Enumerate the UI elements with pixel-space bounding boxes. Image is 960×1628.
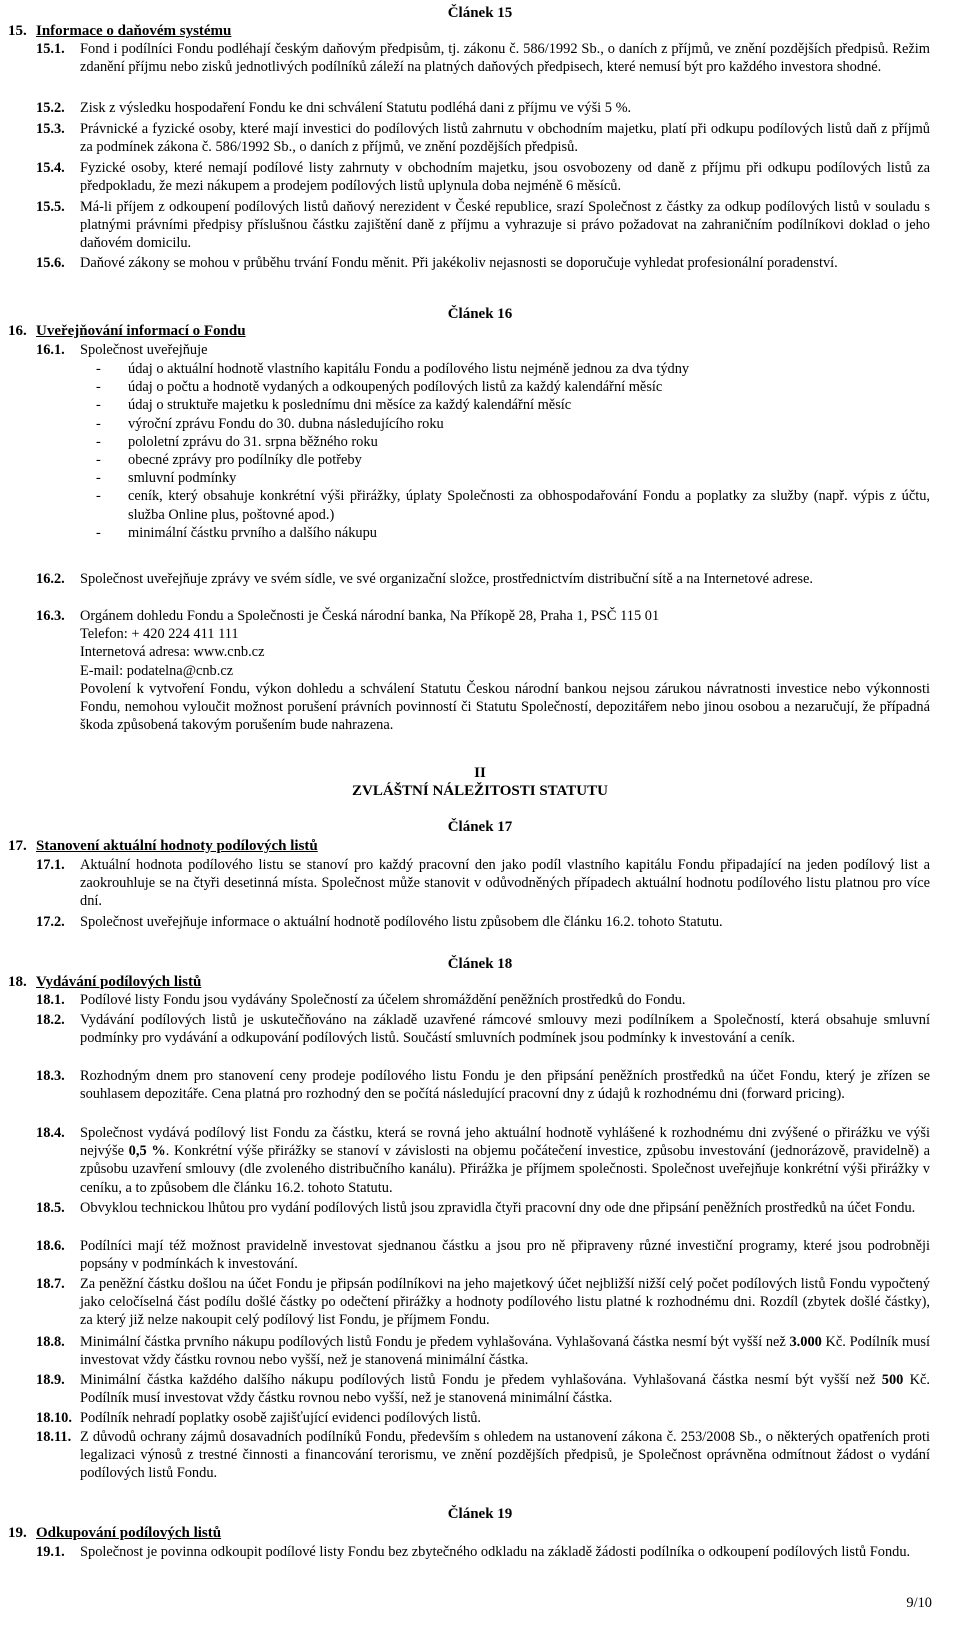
page-number: 9/10 [906,1595,932,1611]
clause-18-1 [36,991,930,1009]
list-item: - výroční zprávu Fondu do 30. dubna následujícího roku [96,415,444,432]
section-number: 19. [8,1525,27,1541]
list-item: - obecné zprávy pro podílníky dle potřeby [96,452,362,469]
clause-16-2 [36,570,930,588]
regulator-email: E-mail: podatelna@cnb.cz [80,662,234,679]
clause-15-2 [36,99,930,117]
article-19-heading: Článek 19 [447,1506,513,1522]
clause-15-1 [36,40,930,76]
section-number: 18. [8,974,27,990]
section-title-text: Stanovení aktuální hodnoty podílových listů [36,838,318,854]
clause-number: 18.7. [36,1276,65,1292]
list-item: - údaj o struktuře majetku k poslednímu dni měsíce za každý kalendářní měsíc [96,397,572,414]
section-number: 15. [8,23,27,39]
list-item: - pololetní zprávu do 31. srpna běžného roku [96,433,378,450]
clause-text: Společnost je povinna odkoupit podílové listy Fondu bez zbytečného odkladu na základě žádosti podílníka o odkoupení podílových listů Fondu. [80,1544,911,1560]
clause-18-5 [36,1199,930,1217]
clause-text: Společnost uveřejňuje informace o aktuální hodnotě podílového listu způsobem dle článku 16.2. tohoto Statutu. [80,914,723,930]
clause-number: 18.4. [36,1125,65,1141]
clause-text: Z důvodů ochrany zájmů dosavadních podílníků Fondu, především s ohledem na ustanovení zákona č. 253/2008 Sb., o některých opatřeních proti legalizaci výnosů z trestné činnosti a financování terorismu, ve znění pozdějších předpisů, je Společnost oprávněna odmítnout žádost o vydání podílových listů Fondu. [80,1429,930,1482]
list-item: - údaj o počtu a hodnotě vydaných a odkoupených podílových listů za každý kalendářní měsíc [96,379,663,396]
clause-number: 17.2. [36,914,65,930]
clause-number: 18.3. [36,1068,65,1084]
clause-18-8 [36,1333,930,1369]
clause-number: 18.8. [36,1334,65,1350]
next-purchase-max-value: 500 [881,1372,904,1388]
clause-text: Za peněžní částku došlou na účet Fondu je připsán podílníkovi na jeho majetkový účet nejbližší nižší celý počet podílových listů Fondu vypočtený jako celočíselná část podílu došlé částky po odečtení přirážky a hodnoty podílového listu platné k rozhodnému dni. Rozdíl (zbytek došlé částky), za který již nelze nakoupit celý podílový list Fondu, je příjmem Fondu. [80,1276,930,1329]
list-item: - smluvní podmínky [96,470,237,487]
clause-text: Minimální částka prvního nákupu podílových listů Fondu je předem vyhlašována. Vyhlašovaná částka nesmí být vyšší než 3.000 Kč. Podílník musí investovat vždy částku rovnou nebo vyšší, než je stanovená minimální částka. [80,1334,931,1369]
section-18-title [8,973,201,991]
clause-number: 15.2. [36,100,65,116]
regulator-website: Internetová adresa: www.cnb.cz [80,644,265,661]
clause-18-6 [36,1237,930,1273]
clause-19-1 [36,1543,930,1561]
section-title-text: Vydávání podílových listů [36,974,202,990]
clause-text: Obvyklou technickou lhůtou pro vydání podílových listů jsou zpravidla čtyři pracovní dny ode dne připsání peněžních prostředků na účet Fondu. [80,1200,916,1216]
clause-number: 18.9. [36,1372,65,1388]
clause-16-3 [36,607,930,734]
list-item: - minimální částku prvního a dalšího nákupu [96,524,377,541]
clause-text: Právnické a fyzické osoby, které mají investici do podílových listů zahrnutu v obchodním majetku, platí při odkupu podílových listů daň z příjmů za podmínek zákona č. 586/1992 Sb., o daních z příjmů, ve znění pozdějších předpisů. [80,121,930,156]
clause-text: Minimální částka každého dalšího nákupu podílových listů Fondu je předem vyhlašována. Vyhlašovaná částka nesmí být vyšší než 500 Kč. Podílník musí investovat vždy částku rovnou nebo vyšší, než je stanovená minimální částka. [80,1372,930,1407]
clause-text: Společnost vydává podílový list Fondu za částku, která se rovná jeho aktuální hodnotě vyhlášené k rozhodnému dni zvýšené o přirážku ve výši nejvýše 0,5 %. Konkrétní výše přirážky se stanoví v závislosti na objemu počátečení investice, způsobu investování (jednorázově, pravidelně) a způsobu uzavření smlouvy (dle zvoleného distribučního kanálu). Přirážka je příjmem společnosti. Společnost uveřejňuje konkrétní výši přirážky v ceníku, a to způsobem dle článku 16.2. tohoto Statutu. [80,1125,931,1196]
clause-number: 15.5. [36,199,65,215]
clause-number: 19.1. [36,1544,65,1560]
clause-16-1 [36,341,930,359]
clause-number: 16.2. [36,571,65,587]
clause-text: Fond i podílníci Fondu podléhají českým daňovým předpisům, tj. zákonu č. 586/1992 Sb., o daních z příjmů, ve znění pozdějších předpisů. Režim zdanění příjmu nebo zisků jednotlivých podílníků záleží na platných daňových předpisech, které nemusí být pro každého investora shodné. [80,41,930,76]
clause-18-7 [36,1275,930,1330]
clause-number: 18.10. [36,1410,72,1426]
clause-18-9 [36,1371,930,1407]
clause-17-1 [36,856,930,911]
section-title-text: Odkupování podílových listů [36,1525,222,1541]
section-number: 17. [8,838,27,854]
clause-18-3 [36,1067,930,1103]
section-title-text: Uveřejňování informací o Fondu [36,323,246,339]
part-title: ZVLÁŠTNÍ NÁLEŽITOSTI STATUTU [352,783,608,799]
clause-number: 18.11. [36,1429,72,1445]
clause-15-3 [36,120,930,156]
section-number: 16. [8,323,27,339]
regulator-address: Orgánem dohledu Fondu a Společnosti je Česká národní banka, Na Příkopě 28, Praha 1, PSČ 115 01 [80,608,660,624]
clause-text: Fyzické osoby, které nemají podílové listy zahrnuty v obchodním majetku, jsou osvobozeny od daně z příjmu při odkupu podílových listů za předpokladu, že mezi nákupem a prodejem podílových listů uplynula doba nejméně 6 měsíců. [80,160,930,195]
clause-number: 18.6. [36,1238,65,1254]
section-16-title [8,322,246,340]
section-17-title [8,837,318,855]
section-title-text: Informace o daňovém systému [36,23,232,39]
clause-text: Daňové zákony se mohou v průběhu trvání Fondu měnit. Při jakékoliv nejasnosti se doporučuje vyhledat profesionální poradenství. [80,255,838,271]
clause-number: 15.3. [36,121,65,137]
clause-number: 16.1. [36,342,65,358]
clause-text: Zisk z výsledku hospodaření Fondu ke dni schválení Statutu podléhá dani z příjmu ve výši 5 %. [80,100,632,116]
clause-text: Podílové listy Fondu jsou vydávány Společností za účelem shromáždění peněžních prostředků do Fondu. [80,992,686,1008]
clause-number: 18.1. [36,992,65,1008]
section-15-title [8,22,231,40]
clause-text: Podílníci mají též možnost pravidelně investovat sjednanou částku a jsou pro ně připraveny různé investiční programy, které jsou podrobněji popsány v podmínkách k investování. [80,1238,930,1273]
max-surcharge-value: 0,5 % [128,1143,166,1160]
article-18-heading: Článek 18 [447,956,513,972]
article-17-heading: Článek 17 [447,819,513,835]
clause-15-6 [36,254,930,272]
clause-number: 15.4. [36,160,65,176]
publication-list [96,360,930,542]
clause-number: 16.3. [36,608,65,624]
clause-text: Vydávání podílových listů je uskutečňováno na základě uzavřené rámcové smlouvy mezi podílníkem a Společností, která obsahuje smluvní podmínky pro vydávání a odkupování podílových listů. Součástí smluvních podmínek jsou podmínky k investování a ceník. [80,1012,930,1047]
clause-number: 18.5. [36,1200,65,1216]
part-roman-numeral: II [474,765,486,781]
clause-number: 17.1. [36,857,65,873]
list-item: - ceník, který obsahuje konkrétní výši přirážky, úplaty Společnosti za obhospodařování Fondu a poplatky za služby (např. výpis z účtu, služba Online plus, poštovné apod.) [96,488,930,523]
article-15-heading: Článek 15 [447,5,513,21]
clause-number: 18.2. [36,1012,65,1028]
clause-18-11 [36,1428,930,1483]
clause-text: Společnost uveřejňuje zprávy ve svém sídle, ve své organizační složce, prostřednictvím distribuční sítě a na Internetové adrese. [80,571,814,587]
clause-text: Společnost uveřejňuje [80,342,208,358]
clause-18-4 [36,1124,930,1197]
clause-17-2 [36,913,930,931]
clause-text: Má-li příjem z odkoupení podílových listů daňový nerezident v České republice, srazí Společnost z částky za odkup podílových listů v souladu s platnými právními předpisy příslušnou částku zajištění daně z příjmu a vyhrazuje si právo požadovat na zahraničním podílníkovi doklad o jeho daňovém domicilu. [80,199,930,252]
clause-15-5 [36,198,930,253]
list-item: - údaj o aktuální hodnotě vlastního kapitálu Fondu a podílového listu nejméně jednou za dva týdny [96,361,690,377]
clause-18-10 [36,1409,930,1427]
clause-text: Aktuální hodnota podílového listu se stanoví pro každý pracovní den jako podíl vlastního kapitálu Fondu připadající na jeden podílový list a zaokrouhluje se na čtyři desetinná místa. Společnost může stanovit v odůvodněných případech aktuální hodnotu podílového listu platnou pro více dní. [80,857,930,910]
clause-text: Rozhodným dnem pro stanovení ceny prodeje podílového listu Fondu je den připsání peněžních prostředků na účet Fondu, který je zřízen se souhlasem depozitáře. Cena platná pro rozhodný den se počítá následující pracovní dny z údajů k rozhodnému dni (forward pricing). [80,1068,930,1103]
regulator-phone: Telefon: + 420 224 411 111 [80,626,239,643]
clause-15-4 [36,159,930,195]
first-purchase-max-value: 3.000 [789,1334,822,1350]
article-16-heading: Článek 16 [447,306,513,322]
clause-number: 15.6. [36,255,65,271]
clause-number: 15.1. [36,41,65,57]
clause-text: Podílník nehradí poplatky osobě zajišťující evidenci podílových listů. [80,1410,482,1426]
clause-18-2 [36,1011,930,1047]
clause-text: Povolení k vytvoření Fondu, výkon dohledu a schválení Statutu Českou národní bankou nejsou zárukou návratnosti investice nebo výkonnosti Fondu, nemohou vyloučit možnost porušení právních povinností či Statutu Společností, depozitářem nebo jinou osobou a nezaručují, že případná škoda způsobená takovým porušením bude nahrazena. [80,680,930,734]
section-19-title [8,1524,221,1542]
